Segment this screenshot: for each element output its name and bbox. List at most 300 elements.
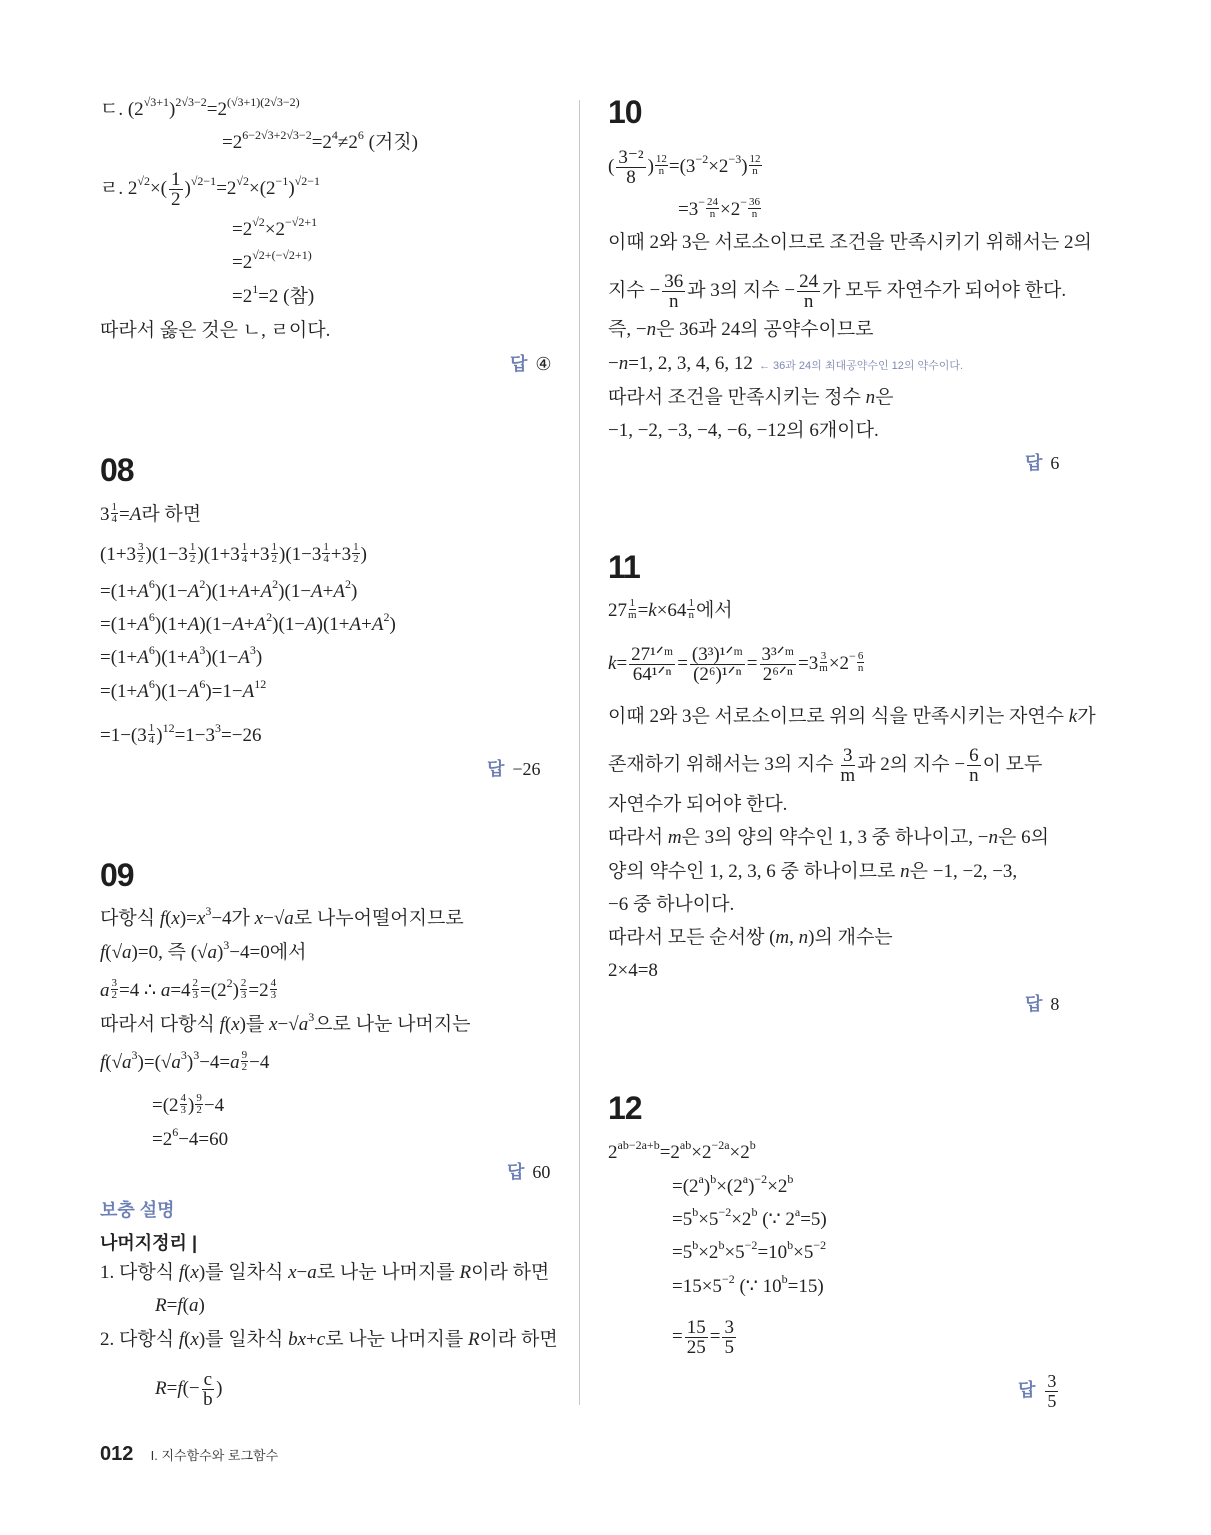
text-run: 따라서 다항식	[100, 1014, 220, 1035]
text-run: 이 모두	[982, 753, 1043, 775]
text-run: (∵ 10	[734, 1276, 782, 1297]
math-variable: a	[307, 1262, 317, 1283]
superscript: 6	[148, 643, 155, 657]
text-run: 27	[608, 600, 627, 621]
superscript: 2	[272, 577, 279, 591]
superscript: √2−1	[294, 173, 321, 188]
text-run: =1, 2, 3, 4, 6, 12	[628, 353, 753, 374]
denominator: m	[628, 609, 637, 621]
numerator: 4	[270, 977, 277, 989]
numerator: 2	[192, 977, 199, 989]
numerator: 1	[688, 597, 694, 609]
math-variable: A	[311, 581, 323, 602]
superscript: 3	[193, 1048, 200, 1062]
exponent-fraction	[322, 542, 330, 565]
text-run: )(1+	[316, 614, 350, 635]
text-run: (∵ 2	[757, 1209, 795, 1230]
math-line	[608, 1138, 756, 1168]
denominator: n	[857, 661, 864, 674]
superscript: 2	[199, 577, 206, 591]
text-run: −	[608, 353, 619, 374]
text-run: =1−3	[174, 725, 216, 746]
text-run: −1, −2, −3, −4, −6, −12의 6개이다.	[608, 420, 879, 441]
math-line	[608, 956, 658, 986]
superscript: b	[692, 1238, 699, 1252]
text-run: =	[746, 652, 758, 674]
text-run: 1. 다항식	[100, 1262, 179, 1283]
math-variable: A	[187, 581, 200, 602]
text-run: 2. 다항식	[100, 1329, 179, 1350]
text-run: ×2	[691, 1142, 712, 1163]
math-variable: A	[232, 614, 244, 635]
superscript: −2	[754, 1172, 768, 1186]
fraction	[685, 1318, 708, 1357]
text-run: )를	[239, 1014, 270, 1035]
text-run: ×(2	[716, 1176, 743, 1197]
column-divider	[579, 100, 580, 1405]
math-variable: n	[618, 353, 629, 374]
numerator: 1	[148, 722, 155, 734]
text-run: =5	[672, 1242, 693, 1263]
numerator: 9	[241, 1049, 248, 1061]
numerator: 15	[686, 1317, 706, 1338]
text-run: )(1−	[205, 647, 239, 668]
math-variable: n	[865, 387, 876, 408]
text-run: =(1+	[100, 647, 138, 668]
superscript: 2	[226, 976, 233, 990]
text-run: =2	[311, 132, 332, 153]
numerator: 1	[271, 541, 278, 553]
text-run: (	[184, 1329, 191, 1350]
text-run: )(1−	[272, 614, 306, 635]
text-run: (	[182, 1295, 189, 1316]
denominator: m	[819, 661, 828, 674]
answer-value: 60	[532, 1162, 551, 1182]
superscript: 12	[254, 677, 267, 691]
exponent-fraction	[819, 651, 828, 674]
superscript: 6	[148, 610, 155, 624]
text-run: 라 하면	[141, 504, 202, 525]
math-line	[100, 610, 396, 640]
text-run: (1+3	[100, 544, 137, 565]
text-run: −	[296, 1262, 308, 1283]
text-run: +	[249, 581, 261, 602]
answer-value: 6	[1050, 453, 1060, 473]
text-run: =10	[757, 1242, 788, 1263]
text-run: )	[647, 155, 654, 177]
denominator: n	[803, 291, 814, 312]
exponent-fraction	[270, 978, 278, 1001]
superscript: 6	[357, 128, 364, 142]
superscript: −2	[718, 1205, 732, 1219]
page-number: 012	[100, 1443, 134, 1465]
fraction	[690, 645, 745, 684]
text-run: ×2	[698, 1242, 719, 1263]
text-run: )	[389, 614, 396, 635]
denominator: n	[969, 765, 979, 786]
math-line	[100, 1010, 471, 1040]
text-run: )(1−	[154, 581, 188, 602]
math-variable: k	[1068, 706, 1078, 727]
text-run: 따라서	[608, 827, 668, 848]
text-run: =2	[216, 177, 237, 199]
math-variable: f	[219, 1014, 225, 1035]
side-note: ← 36과 24의 최대공약수인 12의 약수이다.	[758, 360, 964, 372]
text-run: )	[216, 1377, 223, 1399]
math-variable: f	[178, 1262, 185, 1283]
text-run: +	[306, 1329, 317, 1350]
math-variable: A	[137, 647, 149, 668]
numerator: 3³ᐟᵐ	[761, 644, 795, 665]
text-run: )=(√	[137, 1052, 172, 1073]
math-line	[608, 271, 1067, 312]
denominator: n	[751, 208, 758, 220]
math-variable: a	[160, 980, 171, 1001]
denominator: 2	[111, 989, 117, 1001]
denominator: 3	[192, 989, 199, 1001]
math-variable: A	[137, 681, 149, 702]
superscript: 6	[148, 577, 155, 591]
text-run: 2	[608, 1142, 618, 1163]
exponent-fraction	[241, 542, 249, 565]
text-run: ㄷ. (2	[100, 99, 144, 120]
math-line	[678, 195, 762, 225]
math-variable: A	[137, 581, 149, 602]
math-line	[152, 1125, 228, 1155]
text-run: 존재하기 위해서는 3의 지수	[608, 753, 839, 775]
answer-line	[510, 350, 552, 376]
text-run: )	[350, 581, 358, 602]
answer-value: −26	[512, 759, 541, 779]
superscript: (√3+1)(2√3−2)	[226, 95, 300, 109]
math-line	[608, 228, 1092, 258]
text-run: ×2	[731, 1209, 752, 1230]
text-run: −4가	[211, 908, 255, 929]
answer-value	[1045, 1372, 1058, 1411]
text-run: =2	[232, 252, 253, 273]
text-run: 로 나누어떨어지므로	[293, 908, 464, 929]
math-variable: R	[459, 1262, 472, 1283]
superscript: b	[781, 1272, 788, 1286]
text-run: (√	[105, 1052, 123, 1073]
math-line	[608, 923, 893, 953]
supplement-line	[155, 1369, 223, 1410]
answer-label: 답	[1025, 453, 1043, 473]
text-run: +	[361, 614, 372, 635]
text-run: =5)	[800, 1209, 827, 1230]
superscript: √2	[252, 215, 265, 229]
exponent-fraction	[706, 197, 719, 220]
text-run: =3	[678, 199, 699, 220]
math-line	[672, 1205, 827, 1235]
math-variable: a	[122, 942, 132, 963]
text-run: =5	[672, 1209, 693, 1230]
math-variable: f	[177, 1295, 183, 1316]
superscript: 2	[344, 577, 351, 591]
fraction	[169, 170, 183, 209]
superscript: 6	[148, 677, 155, 691]
math-line	[608, 823, 1049, 853]
text-run: =−26	[221, 725, 262, 746]
math-line	[222, 128, 418, 158]
text-run: (	[224, 1014, 232, 1035]
math-line	[608, 383, 893, 413]
superscript: −2a	[711, 1138, 730, 1152]
fraction	[662, 272, 685, 311]
text-run: (	[184, 1262, 191, 1283]
math-variable: f	[159, 908, 166, 929]
text-run: =	[166, 1377, 178, 1399]
math-variable: a	[284, 908, 294, 929]
math-line	[608, 147, 763, 188]
numerator: 1	[323, 541, 329, 553]
text-run: 2×4=8	[608, 960, 658, 981]
denominator: n	[688, 609, 694, 621]
text-run: )	[255, 647, 263, 668]
text-run: ×2	[264, 219, 286, 240]
math-variable: A	[187, 614, 200, 635]
text-run: =15)	[787, 1276, 824, 1297]
numerator: 1	[353, 541, 359, 553]
text-run: 지수 −	[608, 279, 661, 301]
superscript: a	[698, 1172, 704, 1186]
exponent-fraction	[195, 1093, 203, 1116]
numerator: 1	[111, 501, 117, 513]
math-line	[608, 790, 787, 820]
exponent-fraction	[352, 542, 360, 565]
text-run: 로 나눈 나머지를	[325, 1329, 468, 1350]
text-run: )	[188, 1095, 195, 1116]
superscript: −	[740, 195, 747, 209]
text-run: ×2	[767, 1176, 788, 1197]
superscript: −2	[695, 151, 709, 166]
numerator: (3³)¹ᐟᵐ	[691, 644, 743, 665]
numerator: 36	[749, 196, 760, 208]
denominator: 4	[241, 553, 248, 565]
text-run: )(1+	[205, 581, 239, 602]
problem-number: 09	[100, 857, 134, 893]
text-run: )(1+	[154, 647, 188, 668]
superscript: 6	[199, 677, 206, 691]
problem-number: 11	[608, 549, 640, 585]
supplement-line	[100, 1325, 558, 1355]
fraction	[967, 746, 981, 785]
text-run: )	[156, 725, 163, 746]
text-run: 으로 나눈 나머지는	[314, 1014, 471, 1035]
answer-label: 답	[507, 1162, 525, 1182]
text-run: 가 모두 자연수가 되어야 한다.	[822, 279, 1067, 301]
math-line	[608, 702, 1096, 732]
supplement-title: 보충 설명	[100, 1200, 175, 1220]
problem-number: 08	[100, 452, 134, 488]
text-run: 양의 약수인 1, 2, 3, 6 중 하나이므로	[608, 861, 901, 882]
math-line	[608, 745, 1043, 786]
text-run: ㄹ. 2	[100, 177, 138, 199]
numerator: 3⁻²	[618, 147, 644, 168]
numerator: 12	[655, 152, 667, 165]
text-run: )	[232, 980, 239, 1001]
text-run: 따라서 옳은 것은 ㄴ, ㄹ이다.	[100, 320, 331, 341]
denominator: 2⁶ᐟⁿ	[762, 664, 793, 685]
math-line	[100, 938, 306, 968]
math-variable: c	[316, 1329, 326, 1350]
superscript: ab	[679, 1138, 692, 1152]
math-variable: A	[260, 581, 273, 602]
denominator: 4	[148, 734, 155, 746]
text-run: =2	[248, 980, 269, 1001]
math-line	[152, 1091, 224, 1121]
text-run: (	[165, 908, 172, 929]
text-run: )	[360, 544, 367, 565]
numerator: 3	[111, 977, 117, 989]
text-run: )(1−3	[145, 544, 188, 565]
answer-label: 답	[1025, 994, 1043, 1014]
math-line	[100, 316, 330, 346]
text-run: 따라서 모든 순서쌍 (	[608, 927, 776, 948]
text-run: =(1+	[100, 581, 138, 602]
math-variable: x	[254, 908, 264, 929]
math-variable: a	[171, 1052, 181, 1073]
text-run: )(1−	[154, 681, 188, 702]
numerator: 3	[724, 1317, 734, 1338]
text-run: 은 36과 24의 공약수이므로	[656, 319, 874, 340]
math-line	[608, 349, 963, 379]
math-line	[608, 315, 874, 345]
math-variable: A	[333, 581, 345, 602]
math-line	[608, 416, 879, 446]
text-run: ×2	[828, 652, 850, 674]
text-run: ×5	[793, 1242, 814, 1263]
superscript: −	[849, 648, 856, 663]
math-variable: x	[269, 1014, 278, 1035]
math-variable: n	[646, 319, 657, 340]
text-run: )를 일차식	[198, 1329, 289, 1350]
text-run: )	[169, 99, 176, 120]
chapter-title: I. 지수함수와 로그함수	[150, 1448, 279, 1463]
text-run: =4	[170, 980, 191, 1001]
answer-label: 답	[487, 759, 505, 779]
superscript: −3	[728, 151, 742, 166]
math-line	[100, 721, 261, 751]
math-variable: A	[349, 614, 362, 635]
superscript: −√2+1	[285, 215, 318, 229]
superscript: −2	[721, 1272, 735, 1286]
text-run: =2	[659, 1142, 680, 1163]
math-line	[608, 890, 734, 920]
math-line	[100, 1048, 269, 1078]
superscript: √2	[236, 173, 249, 188]
exponent-fraction	[655, 154, 668, 177]
numerator: 24	[707, 196, 718, 208]
math-line	[100, 169, 321, 210]
text-run: =2	[206, 99, 227, 120]
exponent-fraction	[749, 154, 762, 177]
math-variable: a	[122, 1052, 132, 1073]
text-run: 과 2의 지수 −	[857, 753, 966, 775]
math-line	[100, 904, 464, 934]
numerator: 3	[843, 745, 853, 766]
numerator: 1	[189, 541, 196, 553]
math-variable: k	[608, 652, 617, 674]
superscript: 3	[308, 1010, 315, 1024]
math-line	[232, 248, 312, 278]
math-variable: n	[988, 827, 999, 848]
page-footer	[100, 1443, 278, 1466]
exponent-fraction	[857, 651, 865, 674]
text-run: 이때 2와 3은 서로소이므로 조건을 만족시키기 위해서는 2의	[608, 232, 1092, 253]
text-run: )	[703, 1176, 711, 1197]
text-run: −4	[203, 1095, 225, 1116]
fraction	[202, 1370, 214, 1409]
math-line	[672, 1172, 793, 1202]
text-run: ≠2	[337, 132, 358, 153]
denominator: 2	[353, 553, 359, 565]
answer-line	[1018, 1372, 1060, 1411]
text-run: )	[198, 1295, 205, 1316]
text-run: 3	[100, 504, 110, 525]
text-run: =	[709, 1325, 721, 1347]
answer-value: ④	[535, 354, 552, 374]
text-run: 은 6의	[998, 827, 1049, 848]
superscript: 6−2√3+2√3−2	[242, 128, 312, 142]
denominator: n	[709, 208, 716, 220]
text-run: )	[288, 177, 295, 199]
numerator: c	[203, 1369, 213, 1390]
math-variable: f	[100, 1052, 106, 1073]
text-run: =	[637, 600, 649, 621]
superscript: b	[710, 1172, 717, 1186]
math-variable: A	[187, 647, 200, 668]
text-run: =	[672, 1325, 683, 1347]
text-run: ×5	[724, 1242, 745, 1263]
denominator: n	[752, 164, 758, 177]
text-run: 은 3의 양의 약수인 1, 3 중 하나이고, −	[681, 827, 989, 848]
denominator: b	[203, 1389, 213, 1410]
text-run: 다항식	[100, 908, 160, 929]
text-run: +3	[330, 544, 352, 565]
superscript: 2√3−2	[175, 95, 207, 109]
math-variable: k	[648, 600, 657, 621]
numerator: 2	[240, 977, 247, 989]
math-variable: x	[190, 1262, 199, 1283]
denominator: n	[668, 291, 679, 312]
answer-line	[1025, 449, 1059, 475]
text-run: )(1+3	[197, 544, 240, 565]
superscript: 4	[331, 128, 338, 142]
math-variable: A	[129, 504, 142, 525]
superscript: 1	[252, 282, 259, 296]
text-run: 자연수가 되어야 한다.	[608, 794, 788, 815]
math-line	[608, 596, 733, 626]
superscript: √2+(−√2+1)	[252, 248, 312, 262]
superscript: 3	[215, 721, 222, 735]
math-line	[232, 282, 314, 312]
fraction	[722, 1318, 736, 1357]
math-line	[100, 677, 266, 707]
denominator: 64¹ᐟⁿ	[632, 664, 672, 685]
math-variable: A	[242, 681, 255, 702]
superscript: −1	[275, 173, 289, 188]
text-run: 은	[875, 387, 894, 408]
text-run: ×2	[720, 199, 741, 220]
answer-line	[1025, 990, 1059, 1016]
text-run: ×2	[729, 1142, 750, 1163]
math-variable: a	[188, 1295, 199, 1316]
math-line	[100, 95, 300, 125]
superscript: √2−1	[190, 173, 217, 188]
superscript: 3	[199, 643, 206, 657]
fraction	[616, 148, 645, 187]
